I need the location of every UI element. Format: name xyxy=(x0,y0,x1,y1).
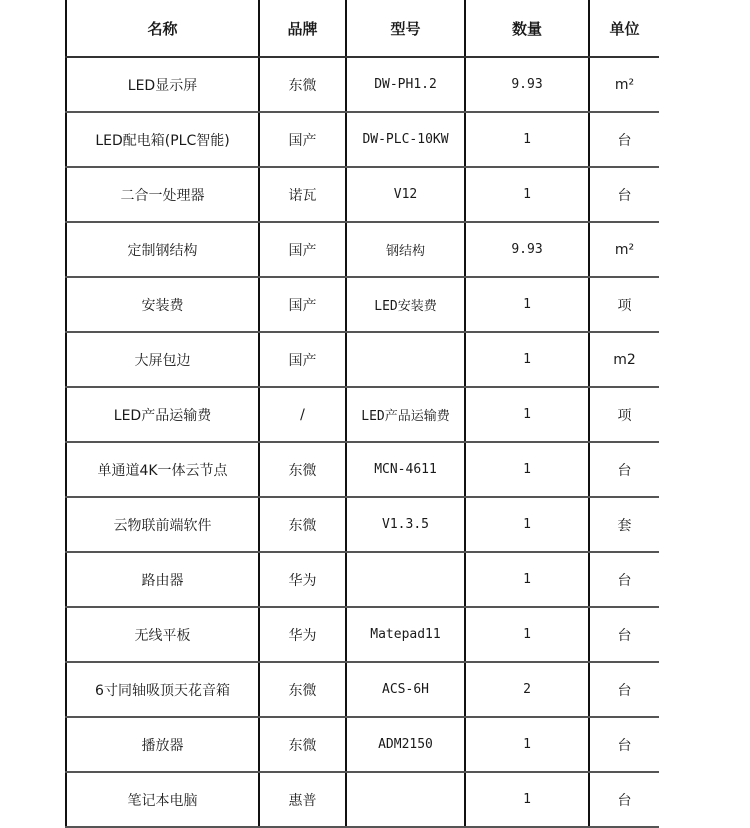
cell-quantity: 1 xyxy=(465,772,589,827)
cell-model: V12 xyxy=(346,167,465,222)
equipment-table-container xyxy=(65,0,659,828)
cell-quantity: 1 xyxy=(465,497,589,552)
cell-model: 钢结构 xyxy=(346,222,465,277)
cell-quantity: 1 xyxy=(465,387,589,442)
cell-model xyxy=(346,332,465,387)
cell-unit: 台 xyxy=(589,607,659,662)
header-model: 型号 xyxy=(346,0,465,57)
cell-unit: 项 xyxy=(589,277,659,332)
cell-brand: 惠普 xyxy=(259,772,346,827)
cell-name: LED显示屏 xyxy=(66,57,259,112)
cell-model: ADM2150 xyxy=(346,717,465,772)
table-header-row xyxy=(66,0,659,57)
cell-model: MCN-4611 xyxy=(346,442,465,497)
cell-model: Matepad11 xyxy=(346,607,465,662)
cell-brand: 国产 xyxy=(259,277,346,332)
table-row xyxy=(66,387,659,442)
cell-unit: 台 xyxy=(589,112,659,167)
cell-unit: 台 xyxy=(589,772,659,827)
cell-model: ACS-6H xyxy=(346,662,465,717)
cell-unit: 台 xyxy=(589,717,659,772)
table-row xyxy=(66,717,659,772)
table-row xyxy=(66,222,659,277)
cell-unit: 套 xyxy=(589,497,659,552)
table-row xyxy=(66,442,659,497)
cell-model: DW-PH1.2 xyxy=(346,57,465,112)
header-unit: 单位 xyxy=(589,0,659,57)
cell-name: 无线平板 xyxy=(66,607,259,662)
equipment-table xyxy=(65,0,659,828)
cell-name: 大屏包边 xyxy=(66,332,259,387)
cell-brand: 诺瓦 xyxy=(259,167,346,222)
cell-quantity: 1 xyxy=(465,277,589,332)
cell-unit: m² xyxy=(589,57,659,112)
cell-name: 定制钢结构 xyxy=(66,222,259,277)
table-row xyxy=(66,112,659,167)
cell-unit: 台 xyxy=(589,442,659,497)
header-quantity: 数量 xyxy=(465,0,589,57)
cell-quantity: 9.93 xyxy=(465,57,589,112)
table-row xyxy=(66,332,659,387)
cell-quantity: 2 xyxy=(465,662,589,717)
header-brand: 品牌 xyxy=(259,0,346,57)
cell-brand: 国产 xyxy=(259,332,346,387)
cell-model: DW-PLC-10KW xyxy=(346,112,465,167)
cell-quantity: 1 xyxy=(465,167,589,222)
table-row xyxy=(66,57,659,112)
table-row xyxy=(66,607,659,662)
cell-quantity: 1 xyxy=(465,332,589,387)
cell-brand: 东微 xyxy=(259,662,346,717)
cell-name: 路由器 xyxy=(66,552,259,607)
cell-brand: 东微 xyxy=(259,717,346,772)
cell-name: LED产品运输费 xyxy=(66,387,259,442)
cell-name: 云物联前端软件 xyxy=(66,497,259,552)
table-row xyxy=(66,277,659,332)
cell-name: 单通道4K一体云节点 xyxy=(66,442,259,497)
cell-unit: 台 xyxy=(589,167,659,222)
cell-brand: / xyxy=(259,387,346,442)
table-row xyxy=(66,167,659,222)
table-row xyxy=(66,662,659,717)
cell-unit: m2 xyxy=(589,332,659,387)
cell-name: 二合一处理器 xyxy=(66,167,259,222)
cell-name: LED配电箱(PLC智能) xyxy=(66,112,259,167)
cell-name: 播放器 xyxy=(66,717,259,772)
cell-unit: 台 xyxy=(589,662,659,717)
cell-quantity: 1 xyxy=(465,442,589,497)
cell-model: V1.3.5 xyxy=(346,497,465,552)
cell-quantity: 1 xyxy=(465,552,589,607)
table-row xyxy=(66,552,659,607)
cell-brand: 国产 xyxy=(259,112,346,167)
cell-brand: 华为 xyxy=(259,607,346,662)
cell-quantity: 1 xyxy=(465,717,589,772)
cell-model: LED产品运输费 xyxy=(346,387,465,442)
cell-model xyxy=(346,552,465,607)
cell-model: LED安装费 xyxy=(346,277,465,332)
cell-name: 安装费 xyxy=(66,277,259,332)
cell-brand: 东微 xyxy=(259,497,346,552)
cell-brand: 华为 xyxy=(259,552,346,607)
cell-quantity: 1 xyxy=(465,112,589,167)
table-row xyxy=(66,497,659,552)
cell-unit: 台 xyxy=(589,552,659,607)
cell-brand: 东微 xyxy=(259,442,346,497)
cell-quantity: 1 xyxy=(465,607,589,662)
cell-quantity: 9.93 xyxy=(465,222,589,277)
cell-unit: m² xyxy=(589,222,659,277)
cell-brand: 东微 xyxy=(259,57,346,112)
cell-unit: 项 xyxy=(589,387,659,442)
header-name: 名称 xyxy=(66,0,259,57)
cell-name: 6寸同轴吸顶天花音箱 xyxy=(66,662,259,717)
cell-brand: 国产 xyxy=(259,222,346,277)
cell-name: 笔记本电脑 xyxy=(66,772,259,827)
